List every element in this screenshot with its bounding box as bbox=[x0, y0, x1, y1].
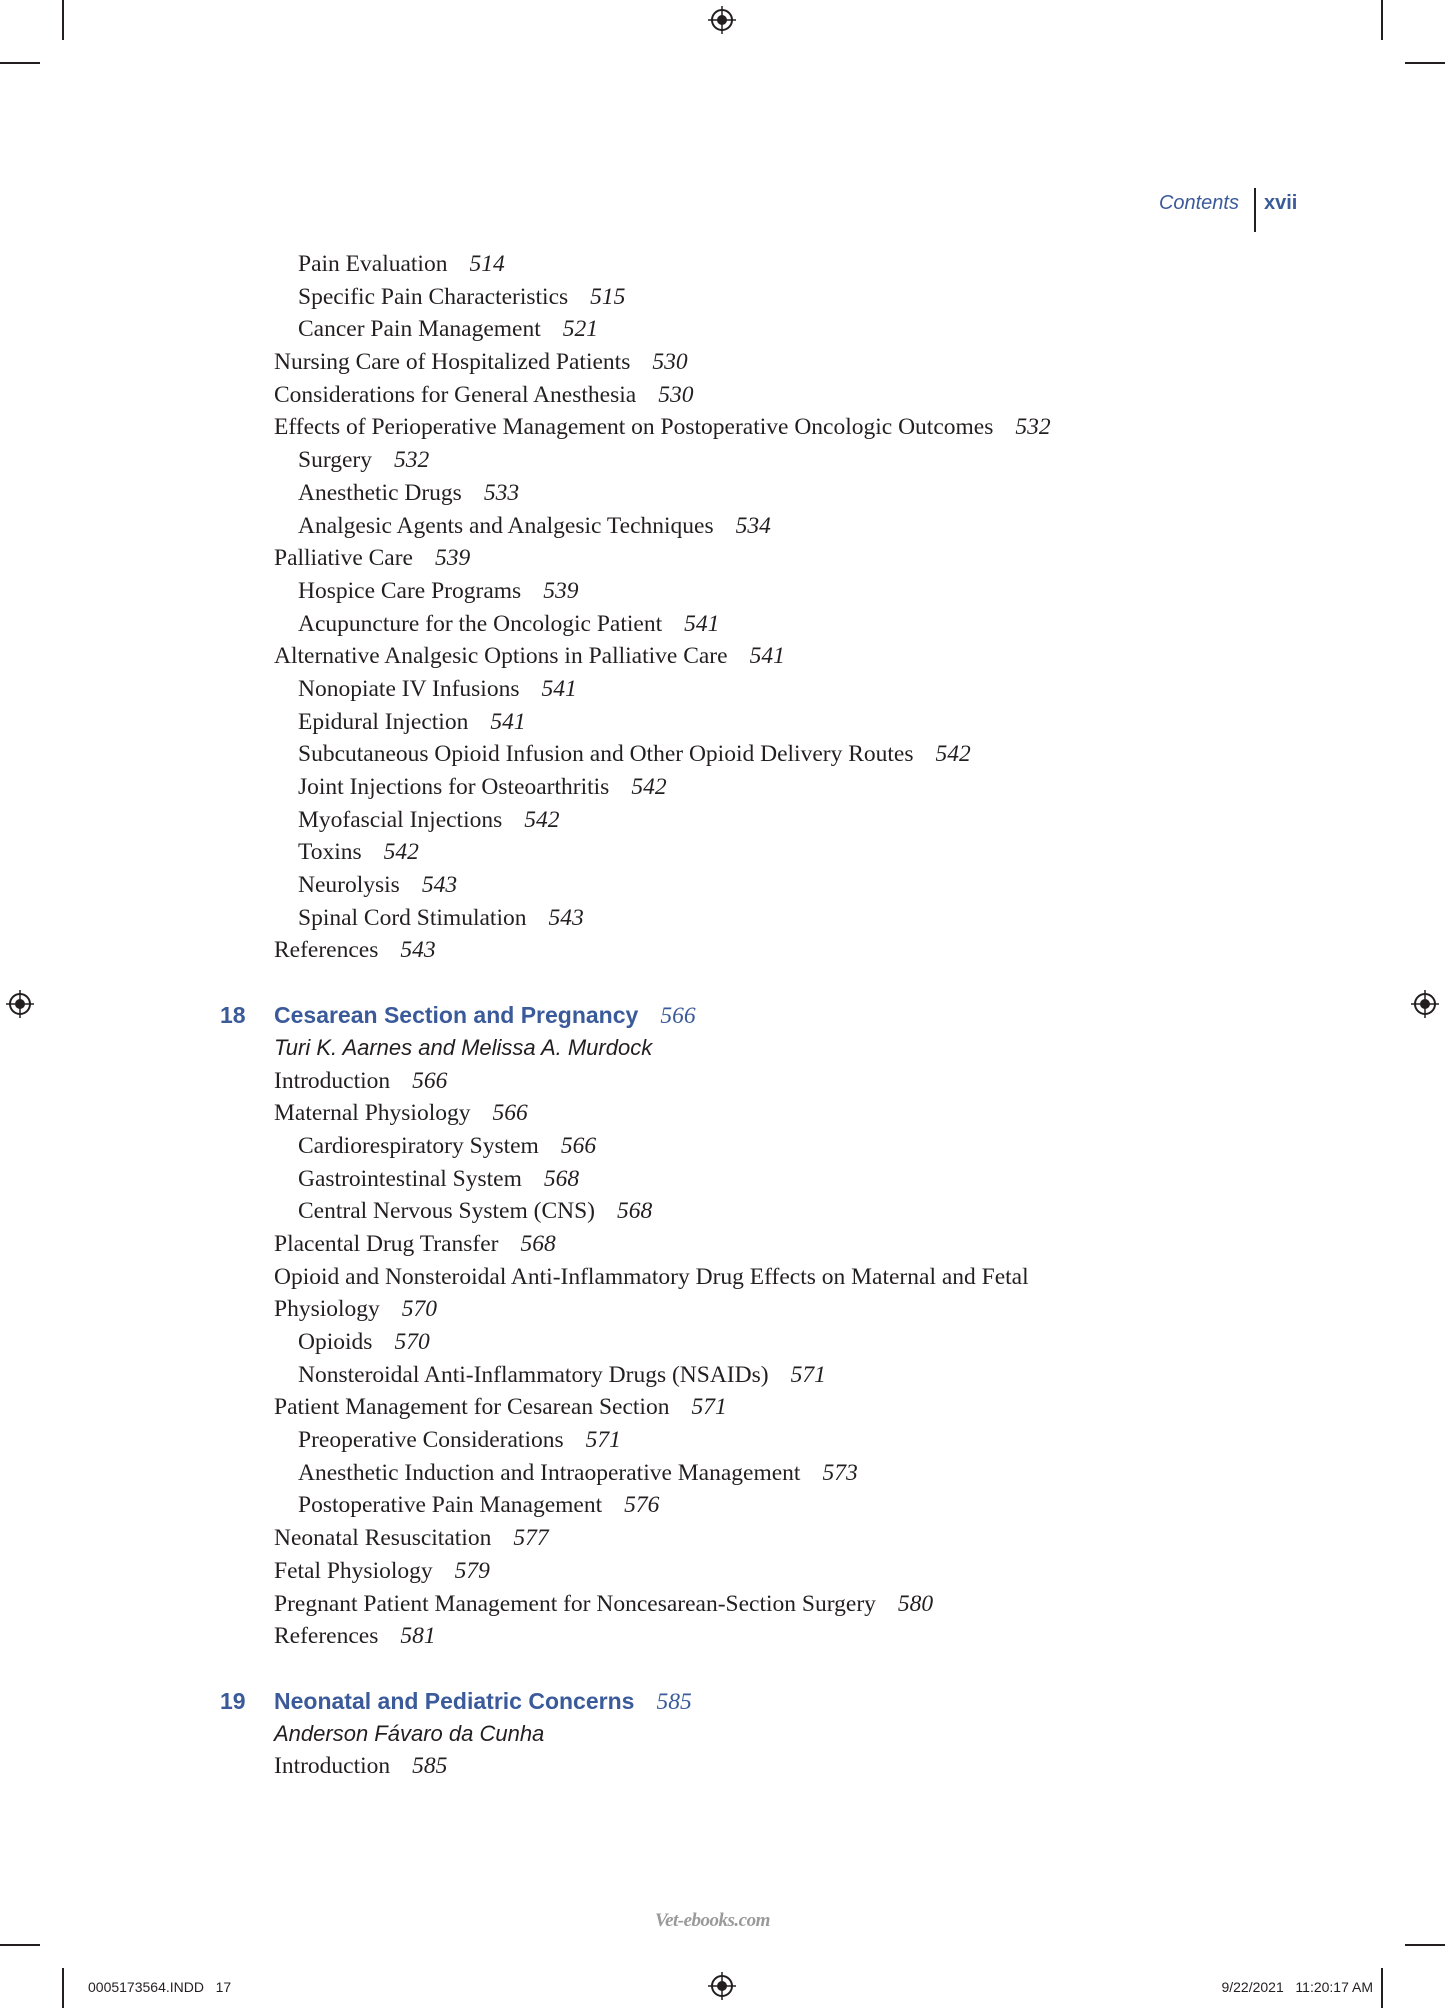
toc-entry bbox=[0, 379, 1445, 412]
toc-entry-page: 515 bbox=[590, 283, 626, 310]
toc-entry-title: Palliative Care bbox=[274, 545, 413, 572]
chapter-title: Cesarean Section and Pregnancy bbox=[274, 1002, 639, 1029]
crop-mark-bottom-left-v bbox=[62, 1968, 64, 2008]
toc-entry-page: 577 bbox=[513, 1525, 549, 1552]
toc-entry-title: Anesthetic Drugs bbox=[298, 479, 462, 506]
toc-entry bbox=[0, 411, 1445, 444]
toc-entry-page: 568 bbox=[520, 1230, 556, 1257]
toc-entry bbox=[0, 477, 1445, 510]
toc-entry-page: 568 bbox=[617, 1198, 653, 1225]
toc-entry bbox=[0, 1588, 1445, 1621]
toc-entry bbox=[0, 836, 1445, 869]
toc-entry bbox=[0, 346, 1445, 379]
toc-entry-title: Gastrointestinal System bbox=[298, 1165, 522, 1192]
toc-entry-page: 542 bbox=[935, 741, 971, 768]
toc-entry bbox=[0, 248, 1445, 281]
toc-entry-title: Postoperative Pain Management bbox=[298, 1492, 603, 1519]
toc-entry-page: 539 bbox=[543, 577, 579, 604]
running-header bbox=[0, 188, 1445, 232]
toc-entry-page: 571 bbox=[585, 1427, 621, 1454]
toc-entry-title: Subcutaneous Opioid Infusion and Other Opioid Delivery Routes bbox=[298, 741, 914, 768]
toc-entry-page: 568 bbox=[543, 1165, 580, 1192]
toc-entry-title: Myofascial Injections bbox=[298, 806, 503, 833]
toc-entry-page: 532 bbox=[1015, 414, 1051, 441]
toc-entry-page: 566 bbox=[560, 1132, 597, 1159]
toc-entry bbox=[0, 1261, 1445, 1294]
crop-mark-top-right-v bbox=[1381, 0, 1383, 40]
header-page-number: xvii bbox=[1264, 192, 1298, 214]
toc-entry bbox=[0, 542, 1445, 575]
toc-entry-title: Nonsteroidal Anti-Inflammatory Drugs (NSAIDs) bbox=[298, 1361, 769, 1388]
toc-entry bbox=[0, 575, 1445, 608]
registration-mark-icon bbox=[708, 1972, 736, 2000]
toc-entry bbox=[0, 608, 1445, 641]
toc-entry bbox=[0, 1326, 1445, 1359]
chapter-authors: Turi K. Aarnes and Melissa A. Murdock bbox=[274, 1034, 653, 1060]
toc-entry bbox=[0, 804, 1445, 837]
toc-entry-title: Fetal Physiology bbox=[274, 1557, 433, 1584]
toc-entry-page: 533 bbox=[483, 479, 520, 506]
toc-entry-title: Spinal Cord Stimulation bbox=[298, 904, 527, 931]
toc-entry-title: Surgery bbox=[298, 447, 372, 474]
toc-entry bbox=[0, 1555, 1445, 1588]
toc-entry bbox=[0, 1359, 1445, 1392]
toc-entry-title: Maternal Physiology bbox=[274, 1100, 471, 1127]
toc-entry bbox=[0, 1195, 1445, 1228]
toc-entry bbox=[0, 1163, 1445, 1196]
toc-entry-page: 542 bbox=[383, 839, 419, 866]
toc-entry-title: Effects of Perioperative Management on Postoperative Oncologic Outcomes bbox=[274, 414, 994, 441]
toc-entry-page: 585 bbox=[412, 1753, 448, 1780]
toc-entry-title: Central Nervous System (CNS) bbox=[298, 1198, 595, 1225]
toc-entry-title: Epidural Injection bbox=[298, 708, 469, 735]
chapter-entries bbox=[0, 1750, 1445, 1783]
crop-mark-bottom-left-h bbox=[0, 1944, 40, 1946]
toc-entry bbox=[0, 1130, 1445, 1163]
toc-entry-title: Nursing Care of Hospitalized Patients bbox=[274, 349, 631, 376]
toc-entry-title: Cancer Pain Management bbox=[298, 316, 541, 343]
toc-entry-title: Acupuncture for the Oncologic Patient bbox=[298, 610, 663, 637]
toc-continued-section bbox=[0, 248, 1445, 967]
toc-entry-title: Joint Injections for Osteoarthritis bbox=[298, 774, 610, 800]
crop-mark-bottom-right-h bbox=[1405, 1944, 1445, 1946]
toc-entry-page: 530 bbox=[652, 349, 688, 376]
toc-entry-title: Introduction bbox=[274, 1753, 391, 1780]
toc-entry-page: 534 bbox=[735, 512, 771, 539]
toc-entry-page: 542 bbox=[524, 806, 560, 833]
toc-entry bbox=[0, 1489, 1445, 1522]
chapter-number: 19 bbox=[220, 1687, 246, 1714]
toc-entry bbox=[0, 313, 1445, 346]
toc-entry-page: 570 bbox=[401, 1296, 438, 1323]
toc-entry-page: 573 bbox=[822, 1459, 858, 1486]
toc-entry-title: Preoperative Considerations bbox=[298, 1427, 564, 1454]
toc-entry-page: 571 bbox=[790, 1361, 826, 1388]
toc-entry bbox=[0, 706, 1445, 739]
toc-entry bbox=[0, 902, 1445, 935]
toc-entry-page: 571 bbox=[691, 1394, 727, 1421]
chapter-page: 566 bbox=[660, 1003, 696, 1030]
toc-entry bbox=[0, 1522, 1445, 1555]
toc-entry bbox=[0, 738, 1445, 771]
toc-entry-page: 566 bbox=[412, 1067, 448, 1094]
toc-entry bbox=[0, 1097, 1445, 1130]
toc-entry-title: Toxins bbox=[298, 839, 362, 866]
toc-entry-page: 580 bbox=[897, 1590, 934, 1617]
toc-entry-title: Patient Management for Cesarean Section bbox=[274, 1394, 670, 1421]
toc-entry bbox=[0, 510, 1445, 543]
toc-entry-title: Considerations for General Anesthesia bbox=[274, 381, 637, 408]
toc-entry-title: Nonopiate IV Infusions bbox=[298, 675, 520, 702]
toc-entry bbox=[0, 934, 1445, 967]
toc-entry-page: 579 bbox=[454, 1557, 490, 1584]
spacer bbox=[0, 967, 1445, 999]
chapter-heading bbox=[0, 999, 1445, 1032]
crop-mark-top-right-h bbox=[1405, 62, 1445, 64]
toc-entry bbox=[0, 1065, 1445, 1098]
toc-entry bbox=[0, 1293, 1445, 1326]
footer-file-info: 0005173564.INDD 17 bbox=[88, 1979, 232, 1995]
toc-entry bbox=[0, 281, 1445, 314]
toc-entry bbox=[0, 869, 1445, 902]
toc-entry-page: 581 bbox=[400, 1623, 436, 1650]
toc-entry-title: Specific Pain Characteristics bbox=[298, 283, 569, 310]
header-section-label: Contents bbox=[1158, 192, 1239, 214]
registration-mark-icon bbox=[708, 6, 736, 34]
toc-entry bbox=[0, 640, 1445, 673]
chapter-page: 585 bbox=[656, 1688, 692, 1715]
toc-entry-page: 570 bbox=[394, 1329, 430, 1355]
toc-entry-page: 541 bbox=[684, 610, 720, 637]
toc-entry-title: Physiology bbox=[274, 1296, 380, 1323]
toc-entry-page: 543 bbox=[421, 872, 458, 899]
toc-entry-page: 541 bbox=[490, 708, 526, 735]
toc-entry-page: 541 bbox=[749, 643, 785, 670]
table-of-contents bbox=[0, 248, 1445, 1783]
toc-entry bbox=[0, 1391, 1445, 1424]
toc-entry-title: Opioid and Nonsteroidal Anti-Inflammatory Drug Effects on Maternal and Fetal bbox=[274, 1263, 1029, 1290]
toc-entry-page: 539 bbox=[435, 545, 471, 572]
header-divider bbox=[1254, 188, 1256, 232]
toc-entry-title: Neonatal Resuscitation bbox=[274, 1525, 492, 1552]
toc-entry bbox=[0, 1620, 1445, 1653]
toc-entry-title: Cardiorespiratory System bbox=[298, 1132, 539, 1159]
chapter-title-wrap bbox=[274, 1685, 692, 1719]
toc-entry-title: References bbox=[274, 937, 379, 964]
crop-mark-top-left-h bbox=[0, 62, 40, 64]
chapter-heading bbox=[0, 1685, 1445, 1718]
watermark-logo: Vet-ebooks.com bbox=[655, 1910, 770, 1931]
chapter-authors: Anderson Fávaro da Cunha bbox=[274, 1720, 545, 1746]
crop-mark-bottom-right-v bbox=[1381, 1968, 1383, 2008]
toc-entry-title: Neurolysis bbox=[298, 872, 400, 899]
toc-entry-page: 576 bbox=[624, 1492, 660, 1519]
toc-entry bbox=[0, 771, 1445, 804]
toc-entry-page: 566 bbox=[492, 1100, 528, 1127]
toc-entry-page: 530 bbox=[658, 381, 694, 408]
toc-entry-page: 542 bbox=[631, 774, 667, 800]
toc-entry bbox=[0, 1228, 1445, 1261]
toc-entry bbox=[0, 1457, 1445, 1490]
toc-entry-title: References bbox=[274, 1623, 379, 1650]
spacer bbox=[0, 1653, 1445, 1685]
crop-mark-top-left-v bbox=[62, 0, 64, 40]
toc-entry-page: 543 bbox=[548, 904, 584, 931]
toc-entry-page: 532 bbox=[393, 447, 430, 474]
toc-entry bbox=[0, 673, 1445, 706]
toc-entry-title: Introduction bbox=[274, 1067, 391, 1094]
toc-entry-title: Pain Evaluation bbox=[298, 251, 448, 277]
footer-timestamp: 9/22/2021 11:20:17 AM bbox=[1221, 1979, 1373, 1995]
toc-entry-title: Opioids bbox=[298, 1329, 373, 1355]
toc-entry-page: 541 bbox=[541, 675, 577, 702]
chapter-entries bbox=[0, 1065, 1445, 1653]
toc-entry-page: 543 bbox=[400, 937, 436, 964]
toc-entry-title: Analgesic Agents and Analgesic Techniques bbox=[298, 512, 714, 539]
toc-entry-title: Alternative Analgesic Options in Palliative Care bbox=[274, 643, 728, 670]
chapter-title-wrap bbox=[274, 999, 696, 1033]
chapter-number: 18 bbox=[220, 1002, 246, 1029]
toc-entry-page: 514 bbox=[469, 251, 505, 277]
toc-entry-title: Placental Drug Transfer bbox=[274, 1230, 499, 1257]
toc-entry-title: Pregnant Patient Management for Noncesarean-Section Surgery bbox=[274, 1590, 876, 1617]
toc-entry-title: Hospice Care Programs bbox=[298, 577, 522, 604]
toc-entry bbox=[0, 444, 1445, 477]
toc-entry-page: 521 bbox=[562, 316, 598, 343]
toc-entry bbox=[0, 1750, 1445, 1783]
toc-entry bbox=[0, 1424, 1445, 1457]
chapter-title: Neonatal and Pediatric Concerns bbox=[274, 1687, 635, 1714]
toc-entry-title: Anesthetic Induction and Intraoperative Management bbox=[298, 1459, 801, 1486]
